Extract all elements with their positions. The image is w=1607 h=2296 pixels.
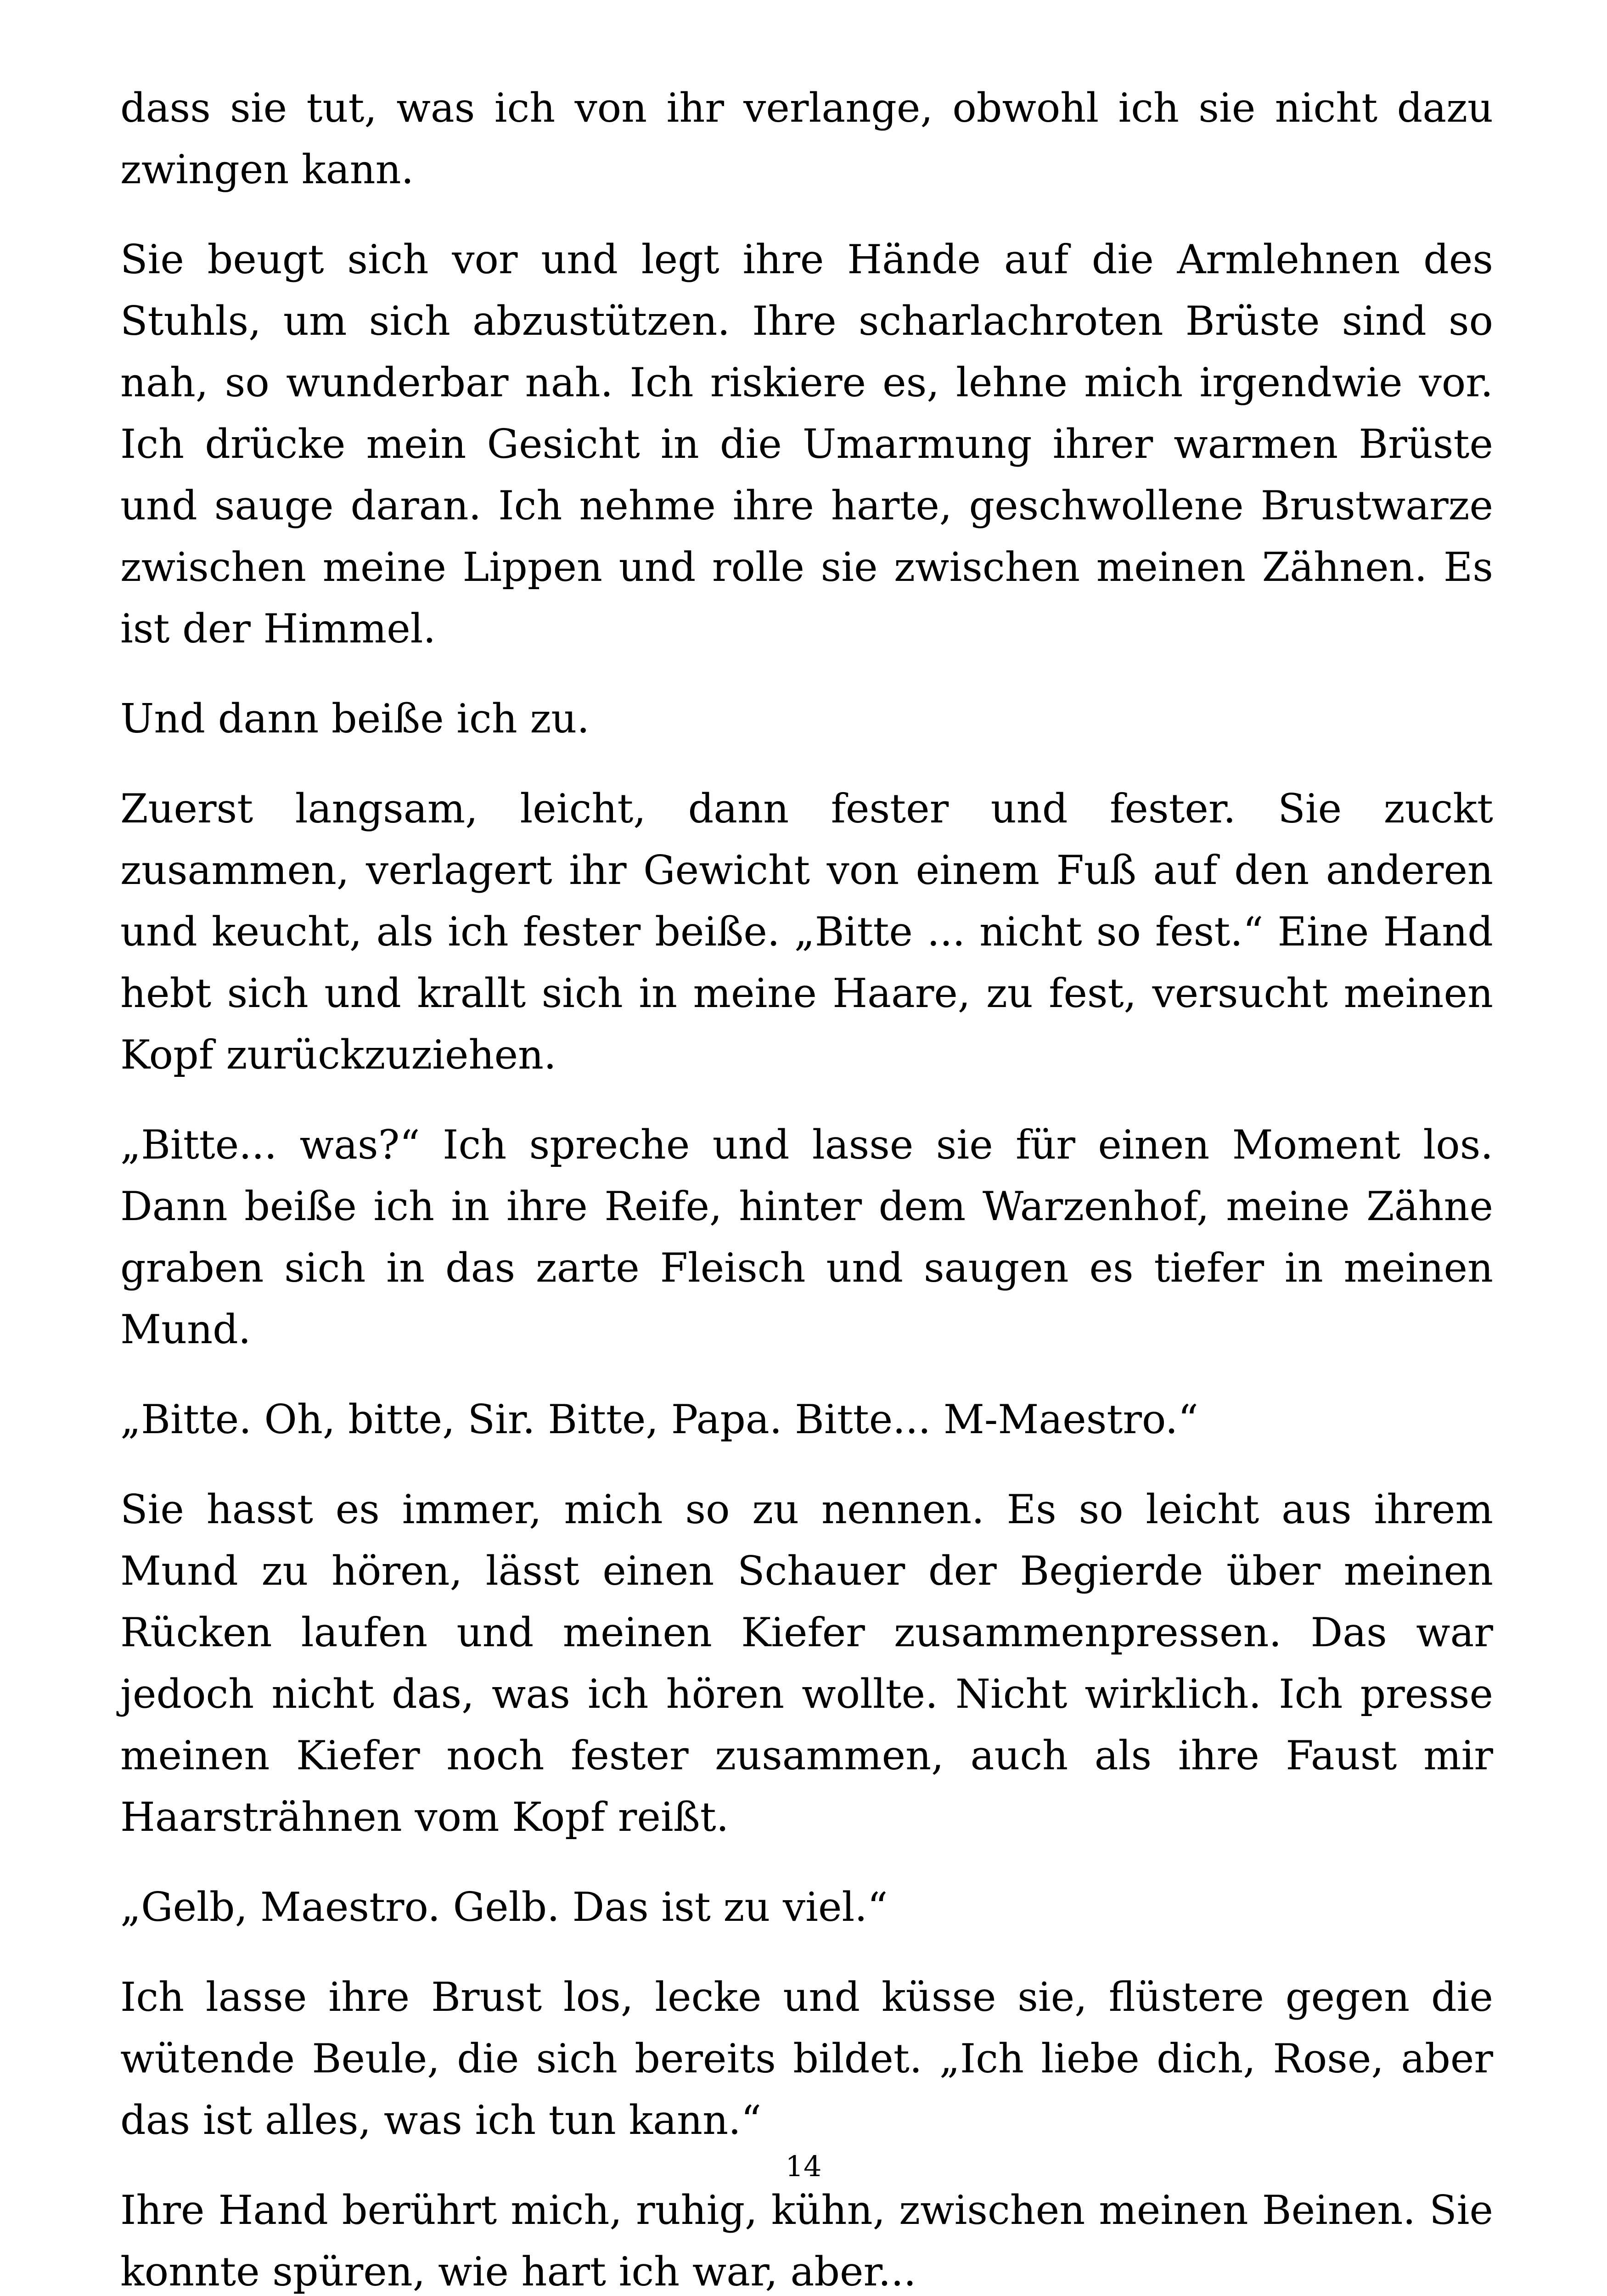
paragraph: Ihre Hand berührt mich, ruhig, kühn, zwischen meinen Beinen. Sie konnte spüren, wie hart ich war, aber...	[120, 2187, 1493, 2295]
paragraph: „Bitte. Oh, bitte, Sir. Bitte, Papa. Bitte... M-Maestro.“	[120, 1396, 1198, 1443]
paragraph: „Gelb, Maestro. Gelb. Das ist zu viel.“	[120, 1884, 888, 1930]
paragraph: Und dann beiße ich zu.	[120, 695, 590, 742]
body-text	[120, 77, 1493, 2296]
paragraph: dass sie tut, was ich von ihr verlange, obwohl ich sie nicht dazu zwingen kann.	[120, 84, 1493, 193]
paragraph: „Bitte... was?“ Ich spreche und lasse sie für einen Moment los. Dann beiße ich in ihre Reife, hinter dem Warzenhof, meine Zähne graben sich in das zarte Fleisch und saugen es tiefer in meinen Mund.	[120, 1121, 1493, 1353]
page-number: 14	[785, 2150, 822, 2183]
paragraph: Zuerst langsam, leicht, dann fester und fester. Sie zuckt zusammen, verlagert ihr Gewicht von einem Fuß auf den anderen und keucht, als ich fester beiße. „Bitte ... nicht so fest.“ Eine Hand hebt sich und krallt sich in meine Haare, zu fest, versucht meinen Kopf zurückzuziehen.	[120, 785, 1493, 1078]
paragraph: Sie hasst es immer, mich so zu nennen. Es so leicht aus ihrem Mund zu hören, lässt einen Schauer der Begierde über meinen Rücken laufen und meinen Kiefer zusammenpressen. Das war jedoch nicht das, was ich hören wollte. Nicht wirklich. Ich presse meinen Kiefer noch fester zusammen, auch als ihre Faust mir Haarsträhnen vom Kopf reißt.	[120, 1486, 1493, 1840]
paragraph: Ich lasse ihre Brust los, lecke und küsse sie, flüstere gegen die wütende Beule, die sich bereits bildet. „Ich liebe dich, Rose, aber das ist alles, was ich tun kann.“	[120, 1974, 1493, 2144]
paragraph: Sie beugt sich vor und legt ihre Hände auf die Armlehnen des Stuhls, um sich abzustützen. Ihre scharlachroten Brüste sind so nah, so wunderbar nah. Ich riskiere es, lehne mich irgendwie vor. Ich drücke mein Gesicht in die Umarmung ihrer warmen Brüste und sauge daran. Ich nehme ihre harte, geschwollene Brustwarze zwischen meine Lippen und rolle sie zwischen meinen Zähnen. Es ist der Himmel.	[120, 236, 1493, 652]
